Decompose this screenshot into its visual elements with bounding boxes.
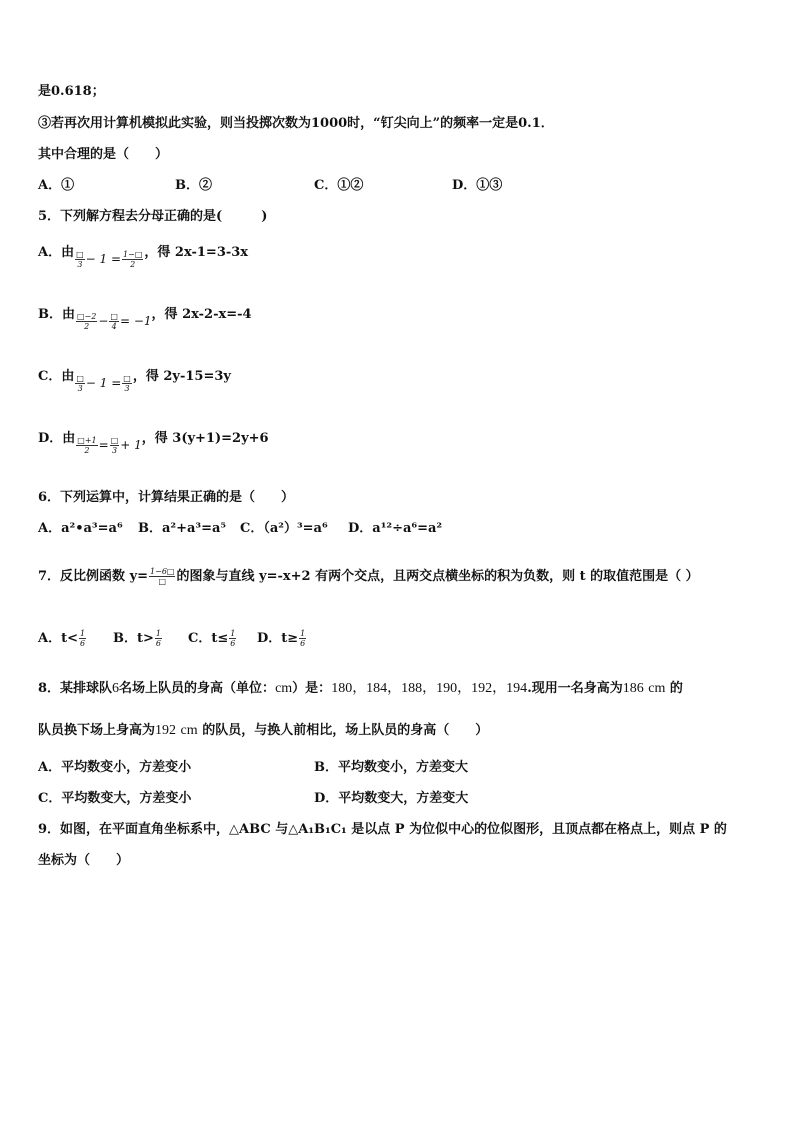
- q8-option-b: B．平均数变小，方差变大: [314, 760, 468, 775]
- q5a-frac-1: $\frac{□}{3}$: [76, 250, 84, 269]
- q6-stem: 6．下列运算中，计算结果正确的是（ ）: [38, 490, 295, 505]
- prev-line-2: ③若再次用计算机模拟此实验，则当投掷次数为1000时，“钉尖向上”的频率一定是0.1．: [38, 116, 554, 131]
- q5a-frac-2: $\frac{1-□}{2}$: [123, 250, 143, 269]
- prev-option-d: D．①③: [452, 178, 503, 193]
- prev-option-b: B．②: [175, 178, 212, 193]
- q8-line-2: 队员换下场上身高为192 cm 的队员，与换人前相比，场上队员的身高（ ）: [38, 723, 489, 738]
- q5-option-b: B．由 $\frac{□-2}{2}$ − $\frac{□}{4}$ = −1，得 2x-2-x=-4: [38, 307, 252, 331]
- q8-option-d: D．平均数变大，方差变大: [314, 791, 469, 806]
- q6-option-d: D．a¹²÷a⁶=a²: [348, 521, 443, 536]
- q5-option-c: C．由 $\frac{□}{3}$ − 1 = $\frac{□}{3}$ ，得 2y-15=3y: [38, 369, 231, 393]
- q8-option-a: A．平均数变小，方差变小: [38, 760, 192, 775]
- q6-option-a: A．a²•a³=a⁶: [38, 521, 123, 536]
- q8-line-1: 8．某排球队6名场上队员的身高（单位：cm）是：180，184，188，190，192，194.现用一名身高为186 cm 的: [38, 681, 683, 696]
- q7-stem: 7．反比例函数 y= $\frac{1-6□}{□}$ 的图象与直线 y=-x+2 有两个交点，且两交点横坐标的积为负数，则 t 的取值范围是（ ）: [38, 567, 699, 586]
- q5-option-a: A．由 $\frac{□}{3}$ − 1 = $\frac{1-□}{2}$ ，得 2x-1=3-3x: [38, 245, 249, 269]
- q7-option-a: A．t< $\frac{1}{6}$: [38, 629, 86, 648]
- q7-option-b: B．t> $\frac{1}{6}$: [113, 629, 161, 648]
- q7-option-d: D．t≥ $\frac{1}{6}$: [257, 629, 306, 648]
- q8-option-c: C．平均数变大，方差变小: [38, 791, 192, 806]
- q5-option-d: D．由 $\frac{□+1}{2}$ = $\frac{□}{3}$ + 1，得 3(y+1)=2y+6: [38, 431, 269, 455]
- prev-option-a: A．①: [38, 178, 75, 193]
- prev-line-3: 其中合理的是（ ）: [38, 147, 169, 162]
- prev-option-c: C．①②: [314, 178, 364, 193]
- q5-stem: 5．下列解方程去分母正确的是( ): [38, 209, 268, 224]
- q7-frac: $\frac{1-6□}{□}$: [150, 567, 175, 586]
- q7-option-c: C．t≤ $\frac{1}{6}$: [188, 629, 236, 648]
- q6-option-c: C．（a²）³=a⁶: [240, 521, 328, 536]
- q6-option-b: B．a²+a³=a⁵: [138, 521, 227, 536]
- q9-line-1: 9．如图，在平面直角坐标系中，△ABC 与△A₁B₁C₁ 是以点 P 为位似中心的位似图形，且顶点都在格点上，则点 P 的: [38, 822, 727, 837]
- prev-line-1: 是0.618；: [38, 84, 105, 99]
- q9-line-2: 坐标为（ ）: [38, 853, 130, 868]
